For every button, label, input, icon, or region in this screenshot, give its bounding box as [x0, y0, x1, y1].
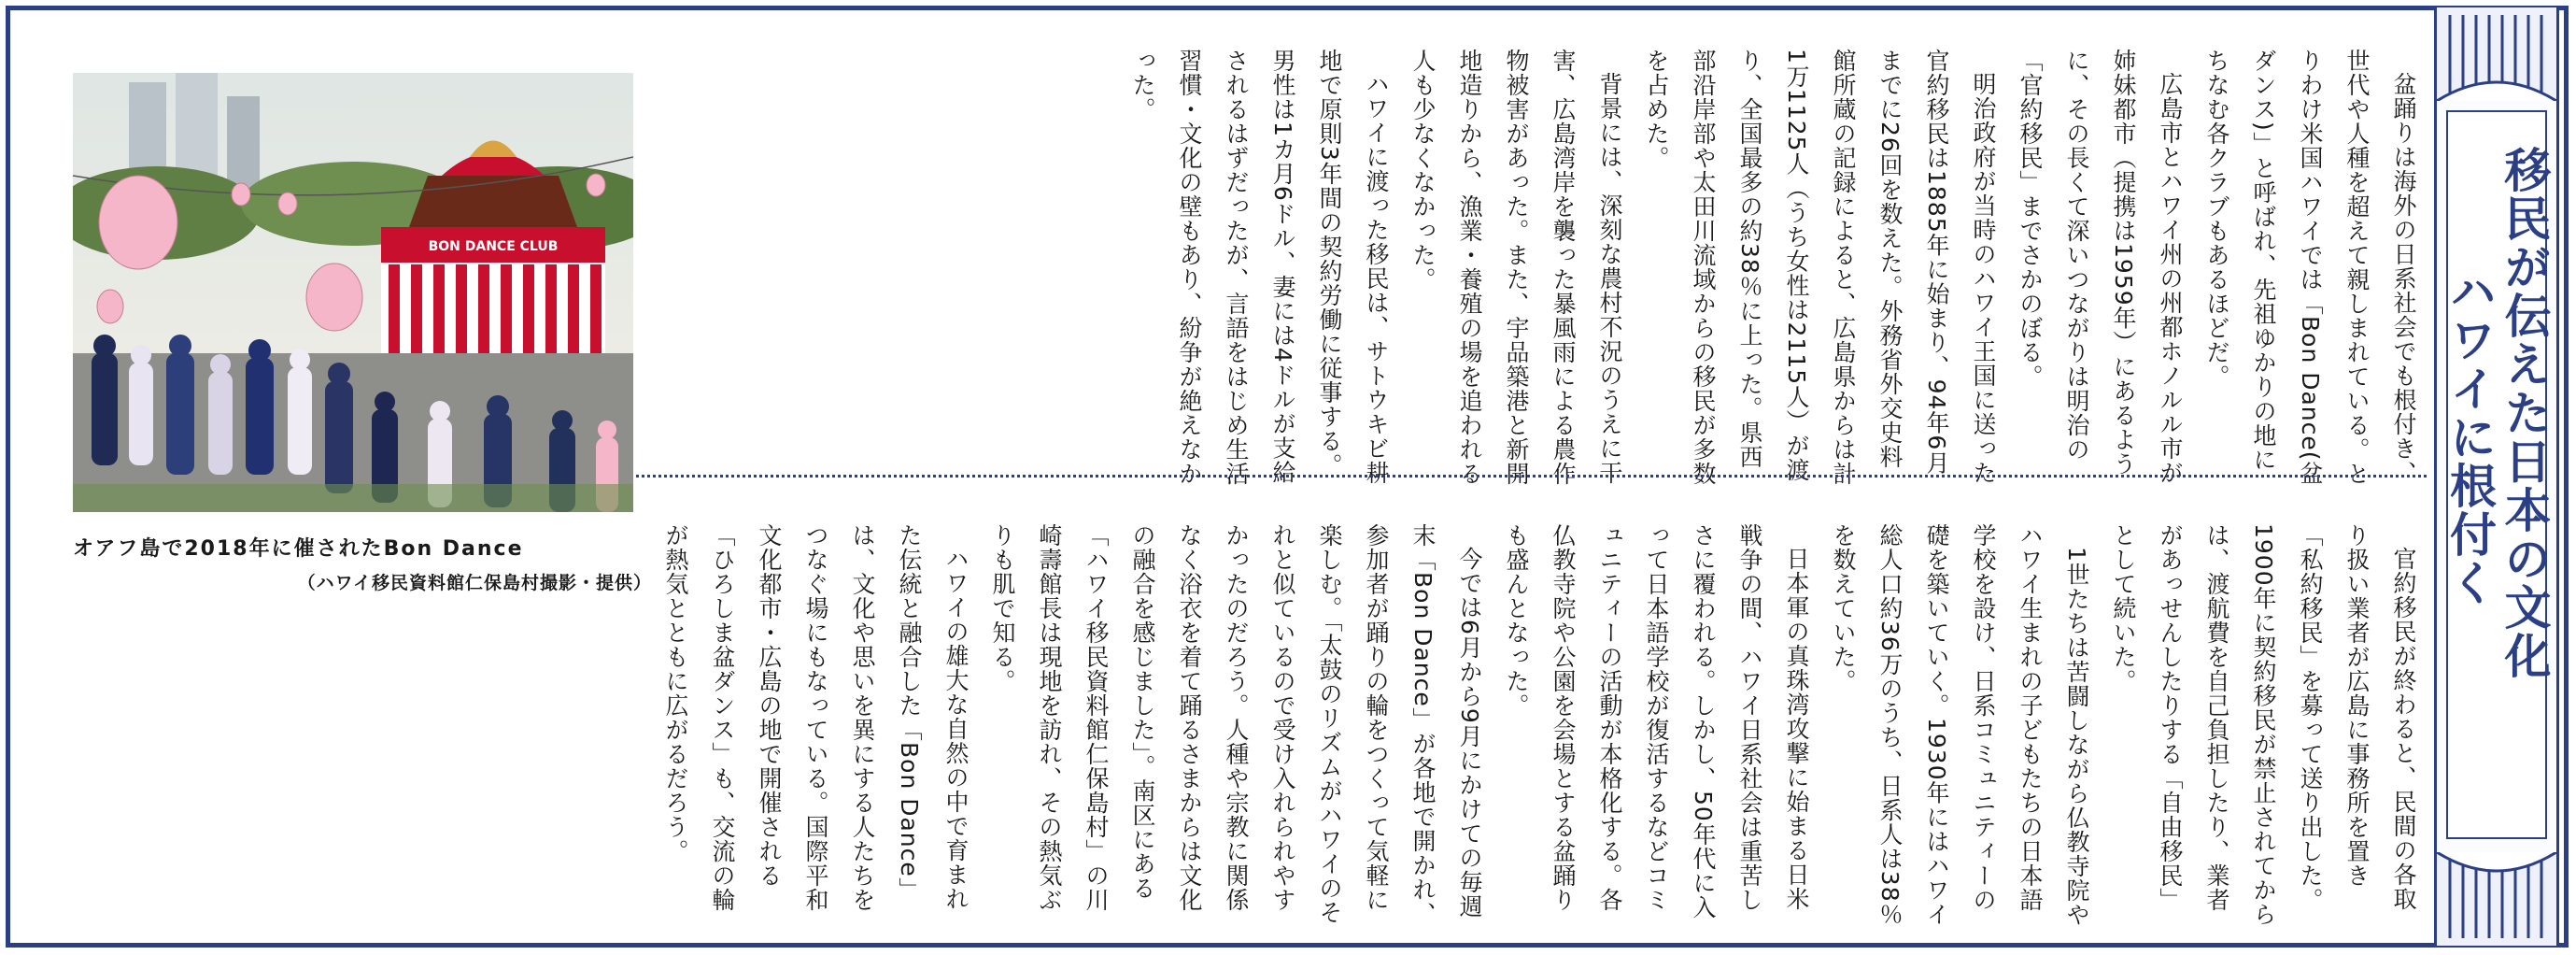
photo-caption	[73, 533, 652, 594]
article-upper-tier	[671, 49, 2427, 488]
banner-top-ornament	[2437, 7, 2556, 101]
stage-sign: BON DANCE CLUB	[428, 239, 559, 254]
title-box	[2442, 110, 2552, 839]
paragraph: 日本軍の真珠湾攻撃に始まる日米戦争の間、ハワイ日系社会は重苦しさに覆われる。しかし、50年代に入って日本語学校が復活するなどコミュニティーの活動が本格化する。各仏教寺院や公園を会場とする盆踊りも盛んとなった。	[1503, 523, 1810, 919]
photo-illustration	[73, 73, 633, 512]
paragraph: 官約移民が終わると、民間の各取り扱い業者が広島に事務所を置き「私約移民」を募って送り出した。1900年に契約移民が禁止されてからは、渡航費を自己負担したり、業者があっせんしたりする「自由移民」として続いた。	[2110, 523, 2417, 927]
caption-text: オアフ島で2018年に催されたBon Dance	[73, 537, 524, 561]
paragraph: ハワイの雄大な自然の中で育まれた伝統と融合した「Bon Dance」は、文化や思いを異にする人たちをつなぐ場にもなっている。国際平和文化都市・広島の地で開催される「ひろしま盆ダンス」も、交流の輪が熱気とともに広がるだろう。	[662, 523, 970, 912]
paragraph: 背景には、深刻な農村不況のうえに干害、広島湾岸を襲った暴風雨による農作物被害があった。また、宇品築港と新開地造りから、漁業・養殖の場を追われる人も少なくなかった。	[1409, 49, 1623, 486]
bon-dance-photo	[73, 73, 633, 512]
paragraph: 1世たちは苦闘しながら仏教寺院やハワイ生まれの子どもたちの日本語学校を設け、日系コミュニティーの礎を築いていく。1930年にはハワイ総人口約36万のうち、日系人は38％を数えていた。	[1830, 523, 2090, 927]
caption-credit: （ハワイ移民資料館仁保島村撮影・提供）	[297, 573, 652, 593]
subheadline: ハワイに根付く	[2442, 267, 2497, 607]
banner-bottom-ornament	[2437, 852, 2556, 946]
title-banner	[2434, 7, 2559, 946]
paragraph: 盆踊りは海外の日系社会でも根付き、世代や人種を超えて親しまれている。とりわけ米国ハワイでは「Bon Dance(盆ダンス)」と呼ばれ、先祖ゆかりの地にちなむ各クラブもあるほどだ。	[2203, 49, 2417, 486]
paragraph: ハワイに渡った移民は、サトウキビ耕地で原則3年間の契約労働に従事する。男性は1カ月6ドル、妻には4ドルが支給されるはずだったが、言語をはじめ生活習慣・文化の壁もあり、紛争が絶えなかった。	[1129, 49, 1390, 486]
paragraph: 明治政府が当時のハワイ王国に送った官約移民は1885年に始まり、94年6月までに26回を数えた。外務省外交史料館所蔵の記録によると、広島県からは計1万1125人（うち女性は2115人）が渡り、全国最多の約38％に上った。県西部沿岸部や太田川流域からの移民が多数を占めた。	[1643, 49, 1997, 486]
paragraph: 広島市とハワイ州の州都ホノルル市が姉妹都市（提携は1959年）にあるように、その長くて深いつながりは明治の「官約移民」までさかのぼる。	[2017, 49, 2184, 485]
headline: 移民が伝えた日本の文化	[2497, 146, 2552, 680]
paragraph: 今では6月から9月にかけての毎週末「Bon Dance」が各地で開かれ、参加者が踊りの輪をつくって気軽に楽しむ。「太鼓のリズムがハワイのそれと似ているので受け入れられやすかったのだろう。人種や宗教に関係なく浴衣を着て踊るさまからは文化の融合を感じました」。南区にある「ハワイ移民資料館仁保島村」の川崎壽館長は現地を訪れ、その熱気ぶりも肌で知る。	[989, 523, 1483, 926]
